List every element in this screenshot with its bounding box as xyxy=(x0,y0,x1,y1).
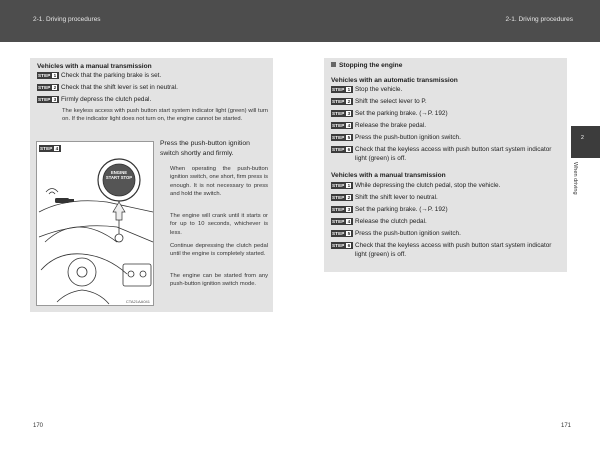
auto-step-5: STEP 5 Press the push-button ignition switch. xyxy=(332,134,461,141)
dashboard-drawing xyxy=(37,142,155,307)
step-badge: STEP 3 xyxy=(331,206,353,213)
manual-step-5: STEP 5 Press the push-button ignition switch. xyxy=(332,230,461,237)
note-para-1: When operating the push-button ignition switch, one short, firm press is enough. It is not necessary to press and hold the switch. xyxy=(170,166,268,198)
step-badge: STEP 5 xyxy=(331,230,353,237)
stopping-engine-heading: Stopping the engine xyxy=(331,62,402,69)
step-badge: STEP 1 xyxy=(331,182,353,189)
auto-step-1: STEP 1 Stop the vehicle. xyxy=(332,86,403,93)
left-section-title: Vehicles with a manual transmission xyxy=(37,63,152,70)
manual-step-3: STEP 3 Set the parking brake. (→P. 192) xyxy=(332,206,448,213)
figure-code: CTA21AA041 xyxy=(125,299,150,304)
note-para-2: The engine will crank until it starts or for up to 10 seconds, whichever is less. xyxy=(170,213,268,236)
chapter-number: 2 xyxy=(581,135,584,141)
step-badge: STEP 4 xyxy=(331,122,353,129)
auto-step-3: STEP 3 Set the parking brake. (→P. 192) xyxy=(332,110,448,117)
step-badge: STEP 6 xyxy=(331,146,353,153)
step-badge: STEP 5 xyxy=(331,134,353,141)
header-left-text: 2-1. Driving procedures xyxy=(33,16,101,23)
step-badge: STEP 4 xyxy=(39,145,61,152)
chapter-label: When driving xyxy=(572,162,578,195)
engine-start-stop-label: ENGINE START STOP xyxy=(105,170,133,180)
square-bullet-icon xyxy=(331,62,336,67)
step-badge: STEP 2 xyxy=(37,84,59,91)
ignition-illustration xyxy=(36,141,154,306)
chapter-tab[interactable] xyxy=(571,126,600,158)
step-badge: STEP 2 xyxy=(331,194,353,201)
step-badge: STEP 2 xyxy=(331,98,353,105)
note-para-3: Continue depressing the clutch pedal until the engine is completely started. xyxy=(170,243,268,258)
step-4-text: Press the push-button ignition switch shortly and firmly. xyxy=(160,140,250,157)
step-badge: STEP 1 xyxy=(37,72,59,79)
page-number-right: 171 xyxy=(561,423,572,429)
page-header xyxy=(0,0,600,42)
left-step-2: STEP 2 Check that the shift lever is set in neutral. xyxy=(38,84,178,91)
step-badge: STEP 3 xyxy=(37,96,59,103)
page-number-left: 170 xyxy=(33,423,44,429)
manual-section-title: Vehicles with a manual transmission xyxy=(331,172,446,179)
auto-step-2: STEP 2 Shift the select lever to P. xyxy=(332,98,427,105)
auto-step-6: STEP 6 Check that the keyless access with push button start system indicator light (green) is off. xyxy=(332,146,552,163)
step-badge: STEP 6 xyxy=(331,242,353,249)
manual-step-6: STEP 6 Check that the keyless access with push button start system indicator light (green) is off. xyxy=(332,242,552,259)
header-right-text: 2-1. Driving procedures xyxy=(505,16,573,23)
auto-section-title: Vehicles with an automatic transmission xyxy=(331,77,458,84)
manual-step-2: STEP 2 Shift the shift lever to neutral. xyxy=(332,194,438,201)
auto-step-4: STEP 4 Release the brake pedal. xyxy=(332,122,427,129)
left-step-3: STEP 3 Firmly depress the clutch pedal. xyxy=(38,96,152,103)
manual-step-1: STEP 1 While depressing the clutch pedal, stop the vehicle. xyxy=(332,182,501,189)
indicator-note: The keyless access with push button start system indicator light (green) will turn on. If the indicator light does not turn on, the engine cannot be started. xyxy=(62,108,268,123)
step-badge: STEP 1 xyxy=(331,86,353,93)
left-step-1: STEP 1 Check that the parking brake is set. xyxy=(38,72,162,79)
step-badge: STEP 4 xyxy=(331,218,353,225)
step-badge: STEP 3 xyxy=(331,110,353,117)
manual-step-4: STEP 4 Release the clutch pedal. xyxy=(332,218,427,225)
note-para-4: The engine can be started from any push-button ignition switch mode. xyxy=(170,273,268,288)
